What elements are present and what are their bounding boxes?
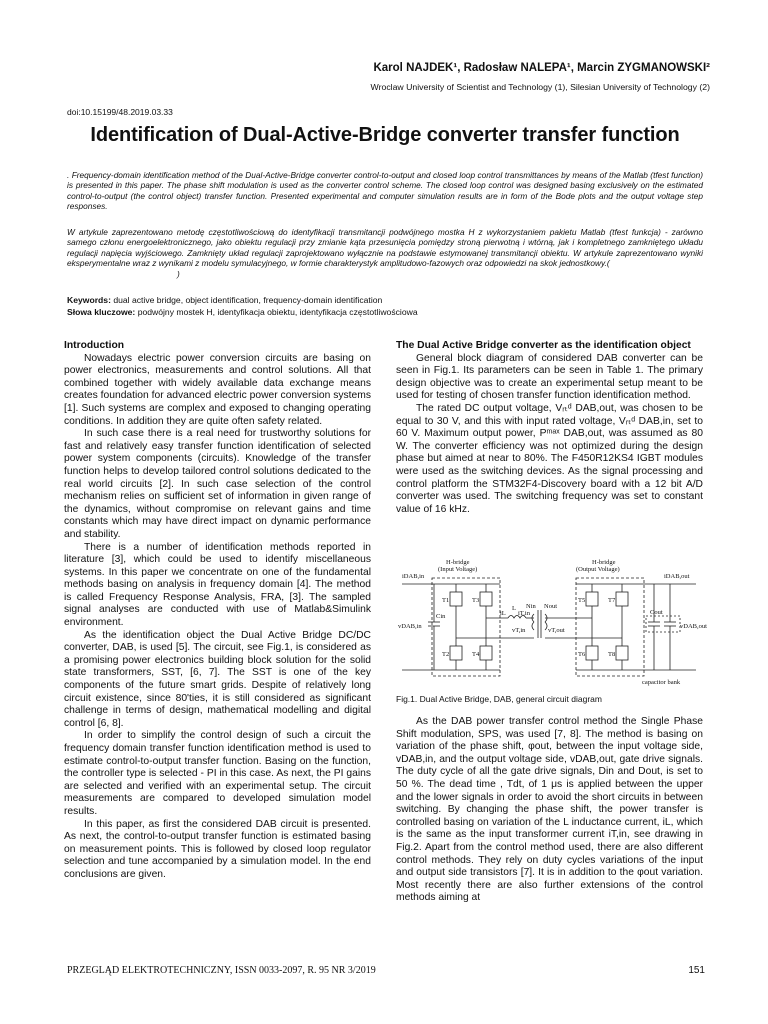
abstract-polish-tail: ) <box>177 268 180 279</box>
v-t-in-label: vT,in <box>512 627 526 634</box>
paragraph: Nowadays electric power conversion circuits are basing on power electronics, measurements and control solutions. All that combined together with widely available data exchange means creates foundation for advanced electric power conversion systems [1]. Such systems are complex and exposed to changing operating conditions. In addition they are quite often safety related. <box>64 352 371 427</box>
capacitor-bank-label: capacitor bank <box>642 679 681 686</box>
paragraph: As the DAB power transfer control method the Single Phase Shift modulation, SPS, was used [7, 8]. The method is basing on variation of the phase shift, φout, between the input voltage side, vDAB,in, and the output voltage side, vDAB,out, gate drive signals. The duty cycle of all the gate drive signals, Din and Dout, is set to 50 %. The dead time , Tdt, of 1 μs is applied between the upper and the lower signals in order to avoid the short circuits in between switching. By changing the phase shift, the power transfer is controlled basing on variation of the L inductance current, iL, which is the same as the input transformer current iT,in, see drawing in Fig.2. Apart from the control method used, there are also different control methods. They rely on duty cycles variations of the input and output side transistors [7]. It is in addition to the φout variation. Most recently there are also further extensions of the control methods aiming at <box>396 716 703 904</box>
figure-caption: Fig.1. Dual Active Bridge, DAB, general circuit diagram <box>396 694 602 704</box>
keywords-text: dual active bridge, object identification, frequency-domain identification <box>113 295 383 305</box>
i-t-in-label: iT,in <box>518 610 530 617</box>
t6-label: T6 <box>578 651 586 658</box>
authors: Karol NAJDEK¹, Radosław NALEPA¹, Marcin ZYGMANOWSKI² <box>373 62 710 74</box>
n-in-label: Nin <box>526 603 536 610</box>
abstract-polish <box>67 227 703 279</box>
paper-title: Identification of Dual-Active-Bridge converter transfer function <box>90 124 680 146</box>
keywords <box>67 295 703 318</box>
keywords-label: Keywords: <box>67 295 111 305</box>
paragraph: As the identification object the Dual Active Bridge DC/DC converter, DAB, is used [5]. The circuit, see Fig.1, is considered as a promising power electronics building block solution for the solid state transformers, SST, [6, 7]. The SST is one of the key components of the future smart grids. Despite of relatively long circuit existence, since 80'ties, it is still considered as significant challenge in terms of design, mathematical modelling and digital control [6, 8]. <box>64 629 371 729</box>
c-out-label: Cout <box>650 609 663 616</box>
right-column <box>396 340 703 516</box>
abstract-english: . Frequency-domain identification method of the Dual-Active-Bridge converter control-to-output and closed loop control transmittances by means of the Matlab (tfest function) is presented in this paper. The phase shift modulation is used as the converter control scheme. The closed loop control was designed basing exclusively on the estimated control-to-output (the control object) transfer function. Presented experimental and computer simulation results are in form of the Bode plots and the output voltage step responses. <box>67 170 703 212</box>
paragraph: General block diagram of considered DAB converter can be seen in Fig.1. Its parameters can be seen in Table 1. The primary design objective was to create an experimental setup meant to be used for testing of chosen transfer function identification method. <box>396 352 703 402</box>
hbridge-in-sub: (Input Voltage) <box>438 566 478 573</box>
paragraph: There is a number of identification methods reported in literature [3], which could be used to identify miscellaneous systems. In this paper we concentrate on one of the fundamental methods basing on analysis in frequency domain [4]. The method is called Frequency Response Analysis, FRA, [3]. The sampled signal analyses are conducted with use of Matlab&Simulink environment. <box>64 541 371 629</box>
v-out-label: vDAB,out <box>680 623 707 630</box>
hbridge-in-label: H-bridge <box>446 559 470 566</box>
paragraph: In order to simplify the control design of such a circuit the frequency domain transfer function identification method is used to estimate control-to-output transfer function. Basing on the function, the controller type is selected - PI in this case. As next, the PI gains are selected and verified with an experimental setup. The circuit measurements are compared to developed simulation model results. <box>64 730 371 817</box>
n-out-label: Nout <box>544 603 557 610</box>
paragraph: In such case there is a real need for trustworthy solutions for fast and relatively easy transfer function identification of selected power system components (circuits). Knowledge of the transfer function helps to develop tailored control solutions dedicated to the real world circuits [2]. In such case selection of the control mechanism relies on sufficient set of information in given range of the dynamics, without compromise on relevant gains and time constants which may have direct impact on dynamic performance and stability. <box>64 428 371 540</box>
il-label: iL <box>500 610 506 617</box>
introduction-heading: Introduction <box>64 340 125 351</box>
keywords-pl-text: podwójny mostek H, identyfikacja obiektu, identyfikacja częstotliwościowa <box>137 306 418 317</box>
abstract-polish-text: W artykule zaprezentowano metodę częstotliwościową do identyfikacji transmitancji podwójnego mostka H z wykorzystaniem pakietu Matlab (tfest funkcja) - zarówno samego członu energoelektronicznego, jako obiektu regulacji przy zmianie kąta przesunięcia pomiędzy stroną pierwotną i wtórną, jak i kompletnego zamkniętego układu regulacji napięcia wyjściowego. Zamknięty układ regulacji zaprojektowano wyłącznie na podstawie estymowanej transmitancji obiektu. W artykule zaprezentowano wyniki eksperymentalne wraz z wynikami z modelu symulacyjnego, w formie charakterystyk amplitudowo-fazowych oraz odpowiedzi na skok jednostkowy.( <box>67 227 703 269</box>
hbridge-out-sub: (Output Voltage) <box>576 566 620 573</box>
doi: doi:10.15199/48.2019.03.33 <box>67 107 173 117</box>
paragraph: In this paper, as first the considered DAB circuit is presented. As next, the control-to-output transfer function is estimated basing on measurement points. This is followed by closed loop regulator selection and tune accompanied by a simulation model. In the end conclusions are given. <box>64 818 371 880</box>
t5-label: T5 <box>578 597 586 604</box>
inductor-label: L <box>512 605 516 612</box>
i-out-label: iDAB,out <box>664 573 690 580</box>
right-column-continued <box>396 716 703 905</box>
dab-circuit-diagram <box>396 558 707 688</box>
t2-label: T2 <box>442 651 450 658</box>
affiliation: Wroclaw University of Scientist and Technology (1), Silesian University of Technology (2) <box>370 82 710 92</box>
hbridge-out-label: H-bridge <box>592 559 616 566</box>
left-column <box>64 340 371 882</box>
i-in-label: iDAB,in <box>402 573 425 580</box>
t1-label: T1 <box>442 597 450 604</box>
journal-footer: PRZEGLĄD ELEKTROTECHNICZNY, ISSN 0033-2097, R. 95 NR 3/2019 <box>67 965 376 976</box>
t8-label: T8 <box>608 651 616 658</box>
t4-label: T4 <box>472 651 480 658</box>
keywords-pl-label: Słowa kluczowe: <box>67 306 136 317</box>
t7-label: T7 <box>608 597 616 604</box>
paragraph: The rated DC output voltage, Vᵣₜᵈ DAB,out, was chosen to be equal to 30 V, and this with input rated voltage, Vᵣₜᵈ DAB,in, set to 60 V. Maximum output power, Pᵐᵃˣ DAB,out, was assumed as 80 W. The converter efficiency was not optimized during the design phase but aimed at near to 80%. The F450R12KS4 IGBT modules were used as the switching devices. As the signal processing and control platform the STM32F4-Discovery board with a 12 bit A/D converter was used. The switching frequency was set to constant value of 16 kHz. <box>396 402 703 515</box>
v-t-out-label: vT,out <box>548 627 565 634</box>
page-number: 151 <box>688 965 705 976</box>
section-heading: The Dual Active Bridge converter as the identification object <box>396 340 691 351</box>
v-in-label: vDAB,in <box>398 623 422 630</box>
c-in-label: Cin <box>436 613 446 620</box>
t3-label: T3 <box>472 597 480 604</box>
